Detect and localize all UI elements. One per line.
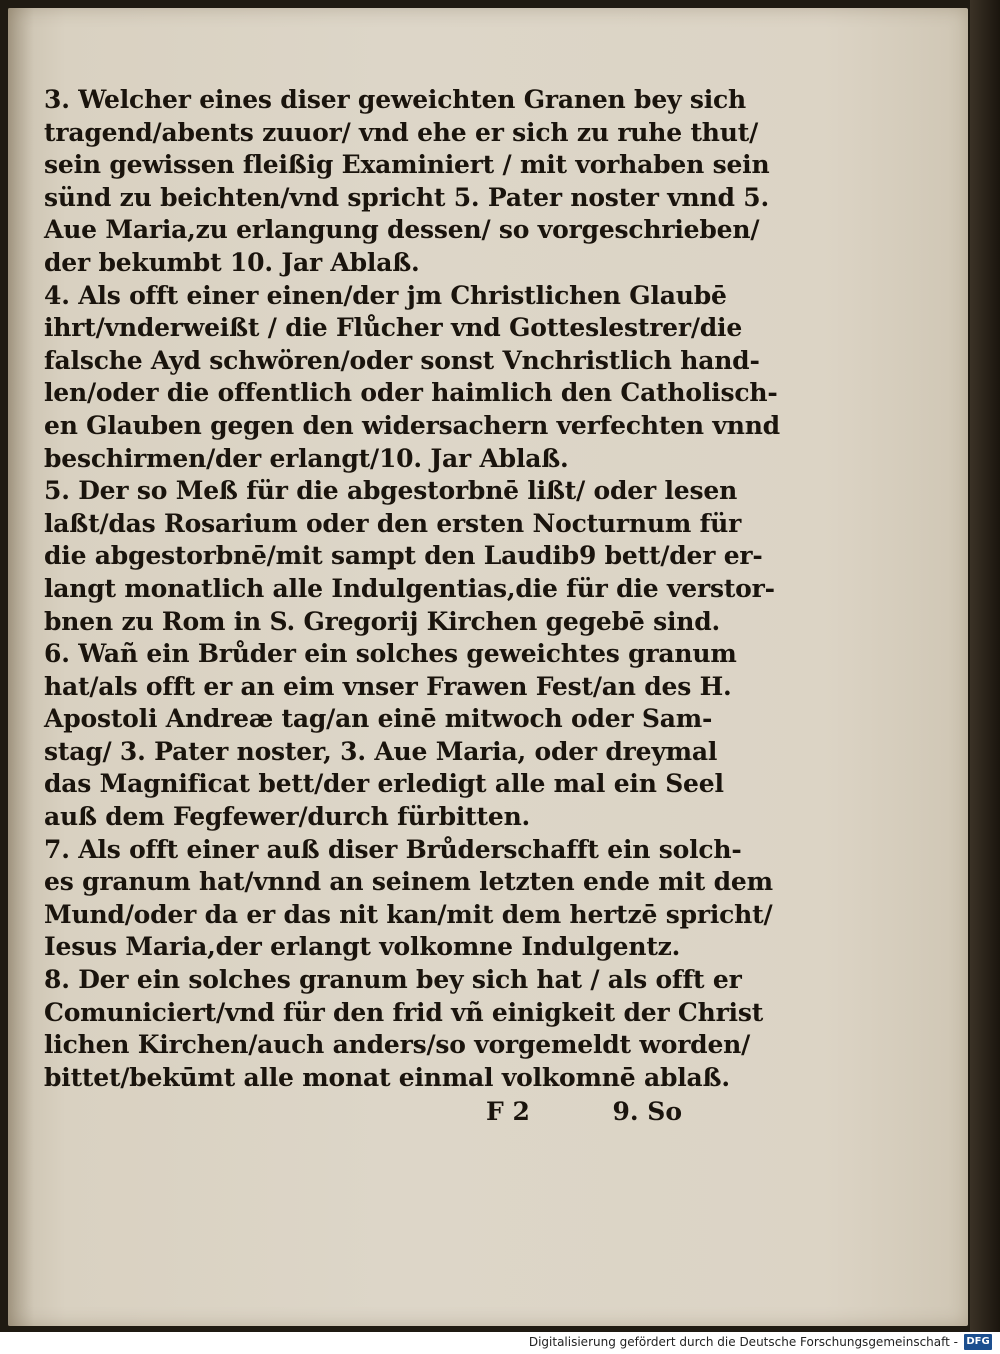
signature-mark: F 2 — [486, 1097, 530, 1126]
text-line: auß dem Fegfewer/durch fürbitten. — [44, 802, 531, 832]
text-line: bnen zu Rom in S. Gregorij Kirchen gegebē sind. — [44, 606, 721, 636]
text-line: die abgestorbnē/mit sampt den Laudib9 bett/der er- — [44, 541, 763, 571]
text-line: en Glauben gegen den widersachern verfechten vnnd — [44, 410, 780, 440]
dfg-logo-icon: DFG — [964, 1334, 992, 1350]
text-line: es granum hat/vnnd an seinem letzten ende mit dem — [44, 867, 773, 897]
text-line: laßt/das Rosarium oder den ersten Nocturnum für — [44, 508, 742, 538]
text-line: bittet/bekūmt alle monat einmal volkomnē ablaß. — [44, 1062, 730, 1092]
text-line: 8. Der ein solches granum bey sich hat / als offt er — [44, 965, 742, 995]
funding-notice: Digitalisierung gefördert durch die Deutsche Forschungsgemeinschaft - — [528, 1335, 958, 1349]
scan-edge — [970, 0, 1000, 1332]
text-line: tragend/abents zuuor/ vnd ehe er sich zu ruhe thut/ — [44, 117, 759, 147]
text-line: hat/als offt er an eim vnser Frawen Fest/an des H. — [44, 671, 732, 701]
text-line: 3. Welcher eines diser geweichten Granen bey sich — [44, 85, 747, 114]
text-line: lichen Kirchen/auch anders/so vorgemeldt worden/ — [44, 1030, 751, 1060]
text-line: langt monatlich alle Indulgentias,die für die verstor- — [44, 573, 775, 603]
text-line: len/oder die offentlich oder haimlich den Catholisch- — [44, 378, 778, 408]
text-line: Aue Maria,zu erlangung dessen/ so vorgeschrieben/ — [44, 215, 760, 245]
page-footer-line — [44, 1097, 694, 1133]
digitization-footer — [0, 1332, 1000, 1354]
text-line: 6. Wañ ein Brůder ein solches geweichtes granum — [44, 639, 737, 669]
text-line: 5. Der so Meß für die abgestorbnē lißt/ oder lesen — [44, 476, 738, 506]
text-line: 4. Als offt einer einen/der jm Christlichen Glaubē — [44, 280, 727, 310]
page-gutter-shadow — [8, 8, 34, 1326]
catchword: 9. So — [612, 1097, 682, 1126]
text-line: 7. Als offt einer auß diser Brůderschafft ein solch- — [44, 834, 742, 864]
text-line: stag/ 3. Pater noster, 3. Aue Maria, oder dreymal — [44, 736, 718, 766]
page-text — [44, 84, 780, 1094]
text-line: Iesus Maria,der erlangt volkomne Indulgentz. — [44, 932, 681, 962]
text-line: sünd zu beichten/vnd spricht 5. Pater noster vnnd 5. — [44, 182, 769, 212]
text-line: das Magnificat bett/der erledigt alle mal ein Seel — [44, 769, 724, 799]
text-line: Mund/oder da er das nit kan/mit dem hertzē spricht/ — [44, 899, 773, 929]
text-line: beschirmen/der erlangt/10. Jar Ablaß. — [44, 443, 569, 473]
text-line: Comuniciert/vnd für den frid vñ einigkeit der Christ — [44, 997, 764, 1027]
text-line: ihrt/vnderweißt / die Flůcher vnd Gotteslestrer/die — [44, 313, 743, 343]
text-line: Apostoli Andreæ tag/an einē mitwoch oder Sam- — [44, 704, 713, 734]
text-line: falsche Ayd schwören/oder sonst Vnchristlich hand- — [44, 345, 760, 375]
text-line: der bekumbt 10. Jar Ablaß. — [44, 247, 420, 277]
text-line: sein gewissen fleißig Examiniert / mit vorhaben sein — [44, 150, 770, 180]
